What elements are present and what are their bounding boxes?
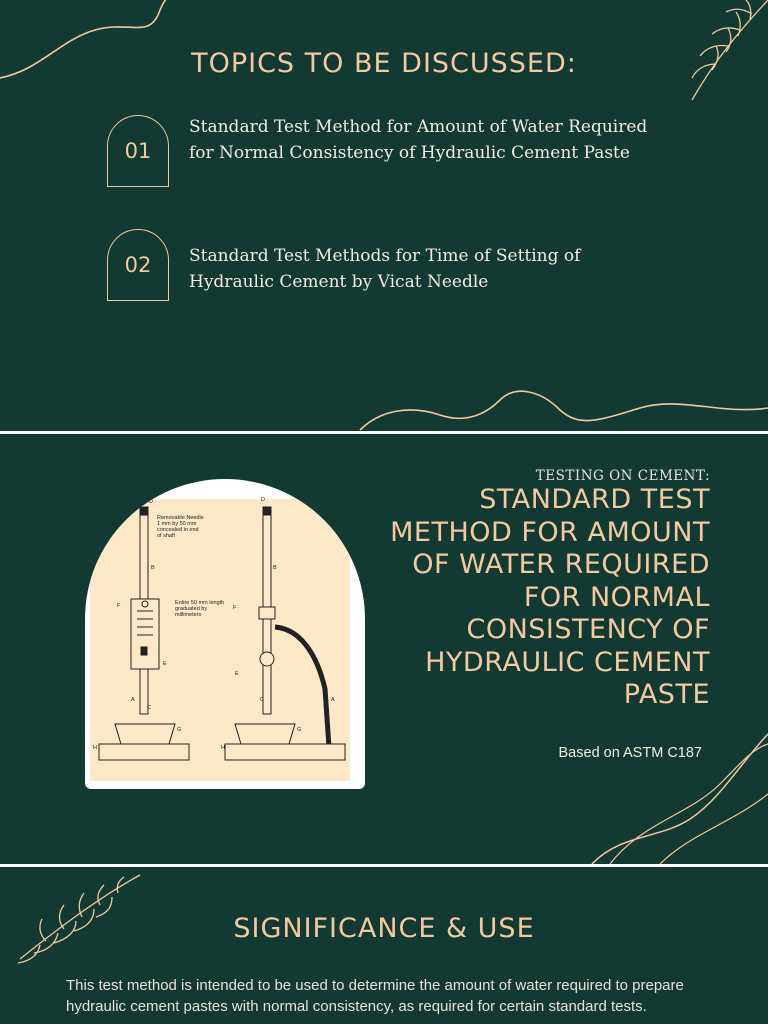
svg-text:F: F [233,605,237,611]
svg-text:C: C [260,697,264,703]
figure-label: E [163,661,167,667]
topics-title: TOPICS TO BE DISCUSSED: [191,48,577,79]
figure-label: G [177,727,182,733]
apparatus-figure-frame [85,479,365,789]
figure-label: F [117,603,121,609]
figure-label: B [151,565,155,571]
svg-text:of shaft: of shaft [157,533,176,539]
vicat-apparatus-figure [85,479,365,789]
svg-text:millimeters: millimeters [175,612,202,618]
slide-topics [0,0,768,431]
svg-text:H: H [221,745,225,751]
section-label: TESTING ON CEMENT: [535,468,710,484]
svg-text:Removable Needle: Removable Needle [157,515,204,521]
section-body: This test method is intended to be used to determine the amount of water required to prepare hydraulic cement pastes with normal consistency, as required for certain standard tests. [66,977,684,1015]
slide-subtitle: Based on ASTM C187 [558,745,702,761]
slide-title: STANDARD TEST METHOD FOR AMOUNT OF WATER REQUIRED FOR NORMAL CONSISTENCY OF HYDRAULIC CEMENT PASTE [390,484,710,710]
svg-text:A: A [331,697,335,703]
figure-label: C [147,705,151,711]
svg-text:G: G [297,727,302,733]
figure-label: H [93,745,97,751]
svg-text:graduated by: graduated by [175,606,208,612]
svg-text:B: B [273,565,277,571]
svg-text:1 mm by 50 mm: 1 mm by 50 mm [157,521,197,527]
section-title: SIGNIFICANCE & USE [233,913,535,944]
topic-number-badge [107,229,169,301]
topic-number: 02 [124,253,152,277]
topic-number-badge [107,115,169,187]
topic-item-text: Standard Test Method for Amount of Water Required for Normal Consistency of Hydraulic Cement Paste [189,117,648,163]
topic-item-text: Standard Test Methods for Time of Setting of Hydraulic Cement by Vicat Needle [189,246,581,292]
svg-text:Entire 50 mm length: Entire 50 mm length [175,600,225,606]
figure-label: D [149,499,153,505]
figure-label: A [131,697,135,703]
svg-text:concealed in end: concealed in end [157,527,199,533]
svg-text:E: E [235,671,239,677]
topic-number: 01 [124,139,152,163]
slide-significance [0,867,768,1024]
svg-text:D: D [261,497,265,503]
slide-consistency [0,434,768,864]
